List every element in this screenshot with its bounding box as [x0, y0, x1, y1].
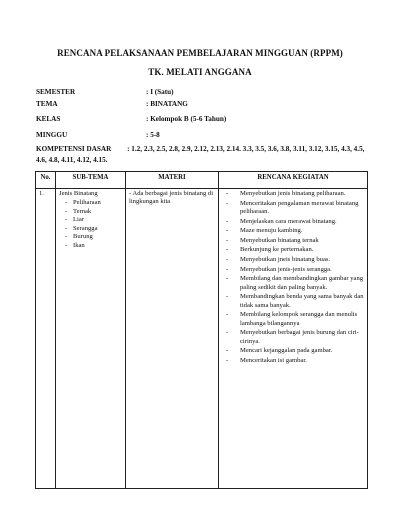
info-value: : 5-8	[146, 131, 160, 139]
list-item: - Serangga	[65, 224, 98, 232]
list-item: - Ternak	[65, 207, 92, 215]
rppm-table	[35, 171, 368, 489]
list-item: - Menceritakan pengalaman merawat binatang peliharaan.	[226, 199, 359, 215]
list-item: - Menceritakan isi gambar.	[226, 356, 307, 364]
info-row-tema	[36, 100, 386, 110]
kompetensi-label: KOMPETENSI DASAR	[36, 145, 112, 153]
list-item: - Menyebutkan binatang ternak	[226, 236, 319, 244]
cell-subtema	[56, 189, 126, 489]
kompetensi-dasar	[36, 144, 366, 166]
info-label: KELAS	[36, 115, 61, 123]
document-title: RENCANA PELAKSANAAN PEMBELAJARAN MINGGUAN (RPPM)	[57, 48, 343, 58]
table-header-row	[36, 172, 368, 189]
list-item: - Burung	[65, 233, 93, 240]
info-label: SEMESTER	[36, 88, 76, 96]
list-item: - Membilang dan membandingkan gambar yang paling sedikit dan paling banyak.	[226, 275, 364, 291]
list-item: - Membandingkan benda yang sama banyak dan tidak sama banyak.	[226, 293, 364, 309]
info-row-semester	[36, 88, 386, 98]
list-item: - Berkunjung ke perternakan.	[226, 246, 314, 254]
subtema-title: Jenis Binatang	[59, 190, 98, 197]
list-item: - Menyebutkan berbagai jenis burung dan ciri-cirinya.	[226, 329, 359, 345]
list-item: - Maze menuju kambing.	[226, 227, 303, 235]
list-item: - Mencari kejanggalan pada gambar.	[226, 347, 333, 355]
info-value: : I (Satu)	[146, 88, 174, 96]
table-row	[36, 189, 368, 489]
info-row-kelas	[36, 115, 386, 125]
info-label: TEMA	[36, 100, 58, 108]
list-item: - Menjelaskan cara merawat binatang.	[226, 217, 337, 225]
cell-kegiatan	[219, 189, 368, 489]
cell-no: 1.	[36, 189, 56, 489]
list-item: - Liar	[65, 216, 84, 223]
list-item: - Menyebutkan jneis binatang buas.	[226, 255, 331, 263]
info-row-minggu	[36, 131, 386, 141]
info-value: : Kelompok B (5-6 Tahun)	[146, 115, 227, 123]
cell-materi: - Ada berbagai jenis binatang di lingkungan kita	[126, 189, 219, 489]
list-item: - Ikan	[65, 241, 85, 249]
header-kegiatan: RENCANA KEGIATAN	[219, 172, 368, 189]
kegiatan-list	[222, 190, 364, 365]
list-item: - Peliharaan	[65, 199, 101, 206]
subtema-list	[65, 199, 122, 250]
info-label: MINGGU	[36, 131, 68, 139]
list-item: - Menyebutkan jenis binatang peliharaan.	[226, 190, 346, 197]
list-item: - Membilang kelompok serangga dan menulis lambanga bilangannya	[226, 311, 358, 327]
header-subtema: SUB-TEMA	[56, 172, 126, 189]
header-no: No.	[36, 172, 56, 189]
school-name: TK. MELATI ANGGANA	[148, 67, 252, 77]
info-value: : BINATANG	[146, 100, 188, 108]
kompetensi-value: : 1.2, 2.3, 2.5, 2.8, 2.9, 2.12, 2.13, 2.14. 3.3, 3.5, 3.6, 3.8, 3.11, 3.12, 3.15, 4.3, 4.5, 4.6, 4.8, 4.11, 4.12, 4.15.	[36, 145, 365, 164]
list-item: - Menyebutkan jenis-jenis serangga.	[226, 265, 332, 273]
header-materi: MATERI	[126, 172, 219, 189]
